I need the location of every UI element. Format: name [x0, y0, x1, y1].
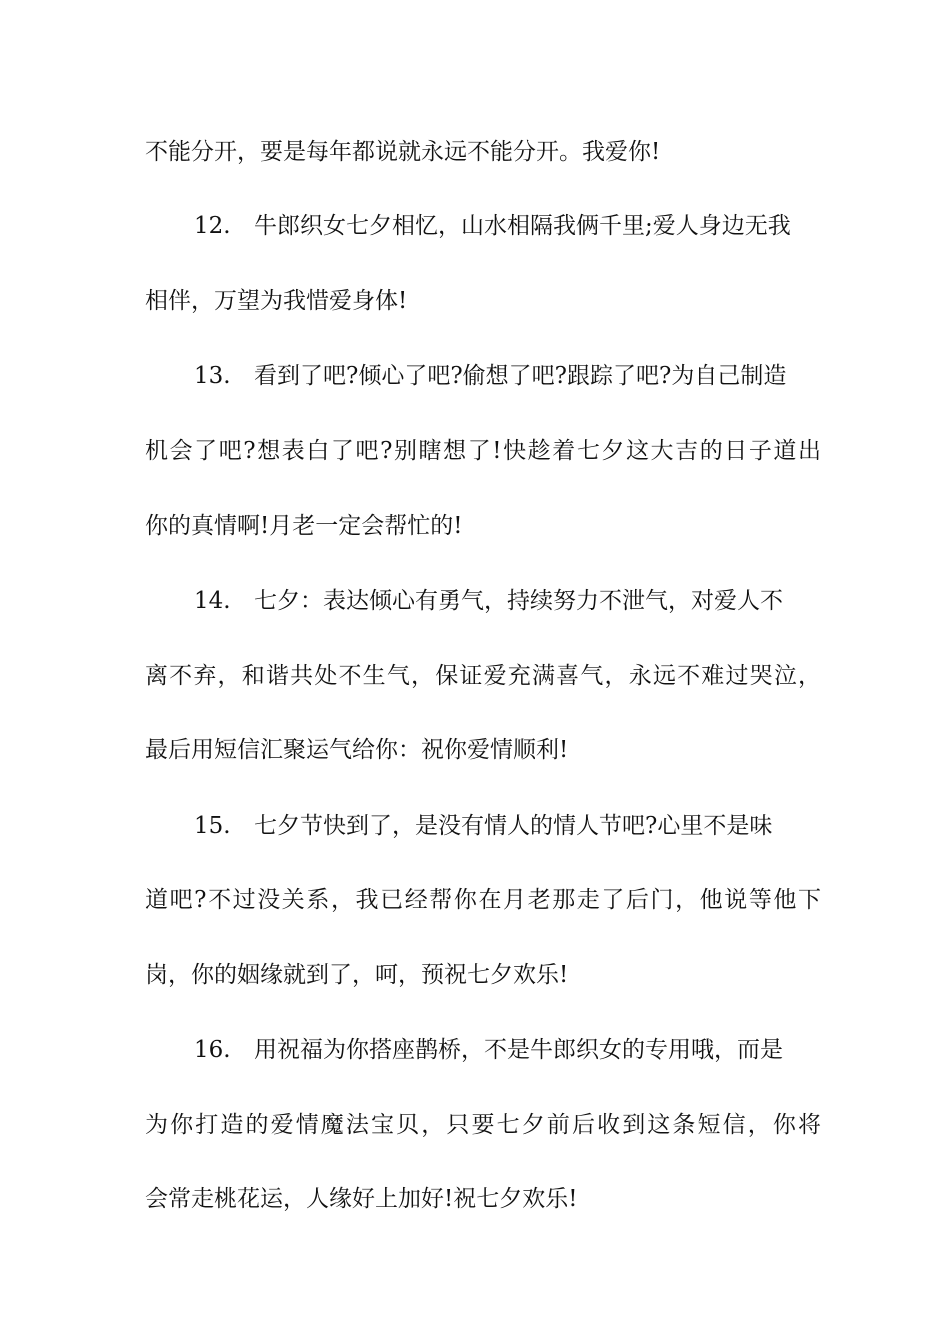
- list-item-13-first-line: [194, 361, 786, 391]
- item-number: 12.: [194, 213, 231, 239]
- paragraph-line: 为你打造的爱情魔法宝贝，只要七夕前后收到这条短信，你将: [145, 1112, 821, 1138]
- paragraph-line: 机会了吧?想表白了吧?别瞎想了!快趁着七夕这大吉的日子道出: [145, 438, 821, 464]
- paragraph-line: 最后用短信汇聚运气给你：祝你爱情顺利!: [145, 737, 569, 763]
- paragraph-line: 相伴，万望为我惜爱身体!: [145, 288, 408, 314]
- paragraph-line: 用祝福为你搭座鹊桥，不是牛郎织女的专用哦，而是: [254, 1037, 783, 1063]
- paragraph-line: 七夕节快到了，是没有情人的情人节吧?心里不是味: [254, 813, 773, 839]
- list-item-16-first-line: [194, 1035, 783, 1065]
- item-number: 15.: [194, 813, 231, 839]
- item-number: 13.: [194, 363, 231, 389]
- paragraph-line: 牛郎织女七夕相忆，山水相隔我俩千里;爱人身边无我: [254, 213, 791, 239]
- paragraph-line: 道吧?不过没关系，我已经帮你在月老那走了后门，他说等他下: [145, 887, 821, 913]
- paragraph-line: 你的真情啊!月老一定会帮忙的!: [145, 513, 463, 539]
- item-number: 14.: [194, 588, 231, 614]
- item-number: 16.: [194, 1037, 231, 1063]
- paragraph-line: 不能分开，要是每年都说就永远不能分开。我爱你!: [145, 139, 661, 165]
- paragraph-line: 会常走桃花运，人缘好上加好!祝七夕欢乐!: [145, 1186, 578, 1212]
- paragraph-line: 看到了吧?倾心了吧?偷想了吧?跟踪了吧?为自己制造: [254, 363, 787, 389]
- paragraph-line: 岗，你的姻缘就到了，呵，预祝七夕欢乐!: [145, 962, 569, 988]
- paragraph-line: 离不弃，和谐共处不生气，保证爱充满喜气，永远不难过哭泣，: [145, 663, 821, 689]
- list-item-12-first-line: [194, 211, 791, 241]
- list-item-15-first-line: [194, 811, 772, 841]
- list-item-14-first-line: [194, 586, 783, 616]
- paragraph-line: 七夕：表达倾心有勇气，持续努力不泄气，对爱人不: [254, 588, 783, 614]
